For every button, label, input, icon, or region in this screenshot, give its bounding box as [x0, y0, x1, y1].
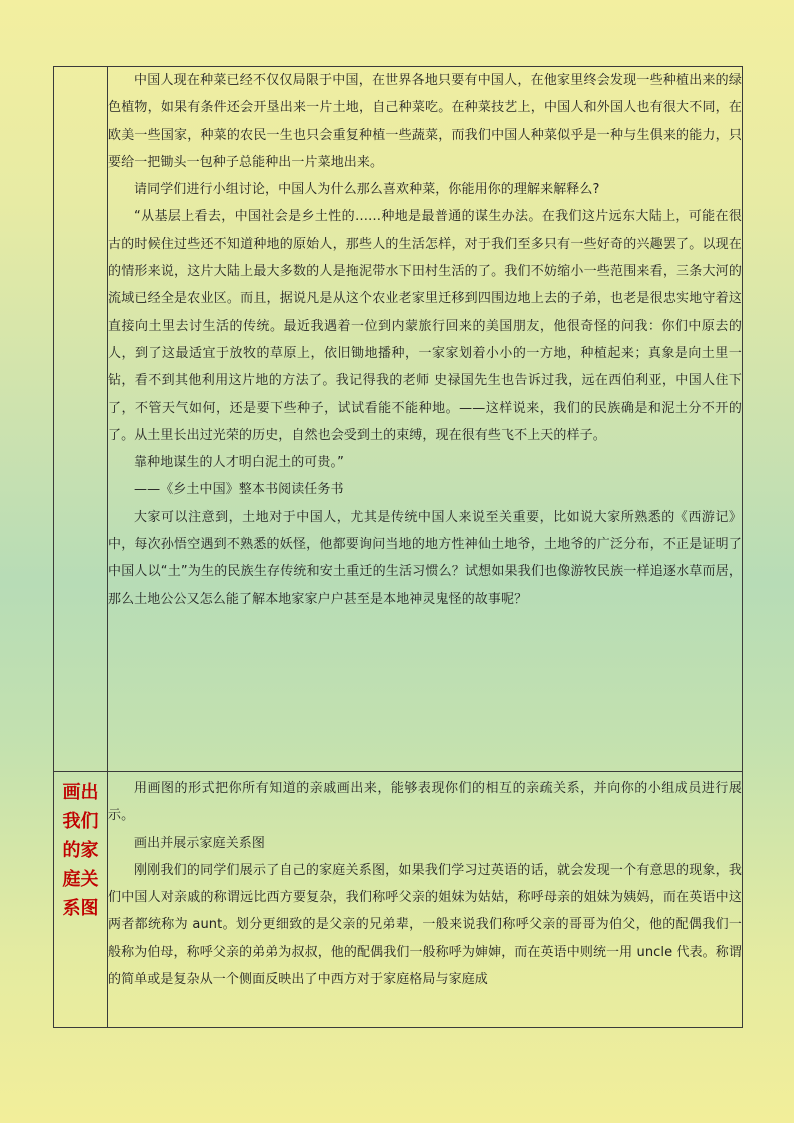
section-label-cell [54, 772, 108, 1028]
paragraph: 用画图的形式把你所有知道的亲戚画出来，能够表现你们的相互的亲疏关系，并向你的小组成员进行展示。 [108, 781, 742, 824]
paragraph: 请同学们进行小组讨论，中国人为什么那么喜欢种菜，你能用你的理解来解释么? [134, 182, 600, 198]
section-content-cell [108, 772, 743, 1028]
table-row [54, 67, 743, 772]
section-label: 画出我们的家庭关系图 [62, 782, 99, 919]
paragraph: 画出并展示家庭关系图 [134, 835, 266, 851]
quote-source: ——《乡土中国》整本书阅读任务书 [134, 482, 344, 498]
section-label-cell [54, 67, 108, 772]
quote-paragraph: “从基层上看去，中国社会是乡土性的……种地是最普通的谋生办法。在我们这片远东大陆上，可能在很古的时候住过些还不知道种地的原始人，那些人的生活怎样，对于我们至多只有一些好奇的兴趣罢了。以现在的情形来说，这片大陆上最大多数的人是拖泥带水下田村生活的了。我们不妨缩小一些范围来看，三条大河的流域已经全是农业区。而且，据说凡是从这个农业老家里迁移到四围边地上去的子弟，也老是很忠实地守着这直接向土里去讨生活的传统。最近我遇着一位到内蒙旅行回来的美国朋友，他很奇怪的问我：你们中原去的人，到了这最适宜于放牧的草原上，依旧锄地播种，一家家划着小小的一方地，种植起来；真象是向土里一钻，看不到其他利用这片地的方法了。我记得我的老师 史禄国先生也告诉过我，远在西伯利亚，中国人住下了，不管天气如何，还是要下些种子，试试看能不能种地。——这样说来，我们的民族确是和泥土分不开的了。从土里长出过光荣的历史，自然也会受到土的束缚，现在很有些飞不上天的样子。 [108, 209, 742, 443]
table-row [54, 772, 743, 1028]
lesson-table [53, 66, 743, 1028]
paragraph: 大家可以注意到，土地对于中国人，尤其是传统中国人来说至关重要，比如说大家所熟悉的《西游记》中，每次孙悟空遇到不熟悉的妖怪，他都要询问当地的地方性神仙土地爷，土地爷的广泛分布，不正是证明了中国人以“土”为生的民族生存传统和安土重迁的生活习惯么？试想如果我们也像游牧民族一样追逐水草而居，那么土地公公又怎么能了解本地家家户户甚至是本地神灵鬼怪的故事呢？ [108, 509, 742, 607]
section-content-cell [108, 67, 743, 772]
paragraph: 中国人现在种菜已经不仅仅局限于中国，在世界各地只要有中国人，在他家里终会发现一些种植出来的绿色植物，如果有条件还会开垦出来一片土地，自己种菜吃。在种菜技艺上，中国人和外国人也有很大不同，在欧美一些国家，种菜的农民一生也只会重复种植一些蔬菜，而我们中国人种菜似乎是一种与生俱来的能力，只要给一把锄头一包种子总能种出一片菜地出来。 [108, 73, 742, 170]
paragraph: 刚刚我们的同学们展示了自己的家庭关系图，如果我们学习过英语的话，就会发现一个有意思的现象，我们中国人对亲戚的称谓远比西方要复杂，我们称呼父亲的姐妹为姑姑，称呼母亲的姐妹为姨妈，而在英语中这两者都统称为 aunt。划分更细致的是父亲的兄弟辈，一般来说我们称呼父亲的哥哥为伯父，他的配偶我们一般称为伯母，称呼父亲的弟弟为叔叔，他的配偶我们一般称呼为婶婶，而在英语中则统一用 uncle 代表。称谓的简单或是复杂从一个侧面反映出了中西方对于家庭格局与家庭成 [108, 862, 742, 988]
quote-paragraph: 靠种地谋生的人才明白泥土的可贵。” [134, 455, 344, 471]
